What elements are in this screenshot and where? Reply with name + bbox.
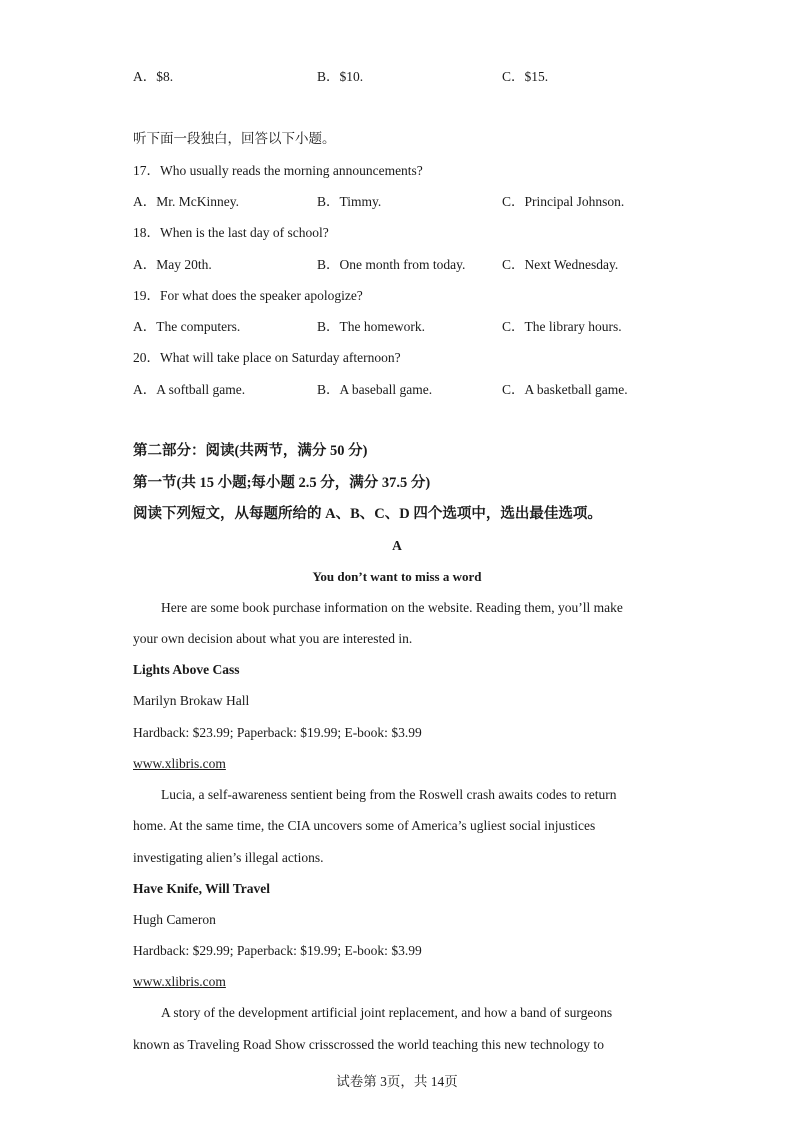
question-18-option-b: B．One month from today. <box>317 257 466 272</box>
question-19-stem: 19．For what does the speaker apologize? <box>133 288 363 303</box>
reading-instructions: 阅读下列短文，从每题所给的 A、B、C、D 四个选项中，选出最佳选项。 <box>133 506 602 522</box>
book-2-prices: Hardback: $29.99; Paperback: $19.99; E-book: $3.99 <box>133 943 422 958</box>
book-1-desc-line-3: investigating alien’s illegal actions. <box>133 850 324 865</box>
option-prev-a: A．$8. <box>133 69 174 84</box>
question-18-option-c: C．Next Wednesday. <box>502 257 619 272</box>
book-1-desc-line-2: home. At the same time, the CIA uncovers some of America’s ugliest social injustices <box>133 818 596 833</box>
question-17-option-c: C．Principal Johnson. <box>502 194 625 209</box>
passage-title: You don’t want to miss a word <box>312 569 482 584</box>
question-20-option-c: C．A basketball game. <box>502 382 628 397</box>
option-prev-b: B．$10. <box>317 69 364 84</box>
question-18-option-a: A．May 20th. <box>133 257 212 272</box>
book-1-prices: Hardback: $23.99; Paperback: $19.99; E-book: $3.99 <box>133 725 422 740</box>
question-19-option-c: C．The library hours. <box>502 319 622 334</box>
passage-intro-line-2: your own decision about what you are interested in. <box>133 631 413 646</box>
question-20-option-b: B．A baseball game. <box>317 382 433 397</box>
book-2-title: Have Knife, Will Travel <box>133 881 270 896</box>
section1-heading: 第一节(共 15 小题;每小题 2.5 分，满分 37.5 分) <box>133 475 431 491</box>
question-17-option-a: A．Mr. McKinney. <box>133 194 239 209</box>
book-1-title: Lights Above Cass <box>133 662 240 677</box>
book-1-desc-line-1: Lucia, a self-awareness sentient being from the Roswell crash awaits codes to return <box>161 787 617 802</box>
option-prev-c: C．$15. <box>502 69 549 84</box>
question-19-option-b: B．The homework. <box>317 319 425 334</box>
question-20-option-a: A．A softball game. <box>133 382 246 397</box>
book-1-author: Marilyn Brokaw Hall <box>133 693 250 708</box>
passage-intro-line-1: Here are some book purchase information on the website. Reading them, you’ll make <box>161 600 623 615</box>
page-footer: 试卷第 3页，共 14页 <box>336 1074 458 1089</box>
part2-heading: 第二部分：阅读(共两节，满分 50 分) <box>133 443 368 459</box>
book-1-site-link[interactable]: www.xlibris.com <box>133 756 226 771</box>
passage-letter: A <box>392 538 402 553</box>
book-2-author: Hugh Cameron <box>133 912 216 927</box>
question-17-stem: 17．Who usually reads the morning announcements? <box>133 163 423 178</box>
question-18-stem: 18．When is the last day of school? <box>133 225 329 240</box>
book-2-desc-line-1: A story of the development artificial joint replacement, and how a band of surgeons <box>161 1005 613 1020</box>
question-19-option-a: A．The computers. <box>133 319 241 334</box>
question-20-stem: 20．What will take place on Saturday afternoon? <box>133 350 401 365</box>
question-17-option-b: B．Timmy. <box>317 194 382 209</box>
book-2-desc-line-2: known as Traveling Road Show crisscrossed the world teaching this new technology to <box>133 1037 604 1052</box>
listening-intro: 听下面一段独白，回答以下小题。 <box>133 131 336 146</box>
book-2-site-link[interactable]: www.xlibris.com <box>133 974 226 989</box>
